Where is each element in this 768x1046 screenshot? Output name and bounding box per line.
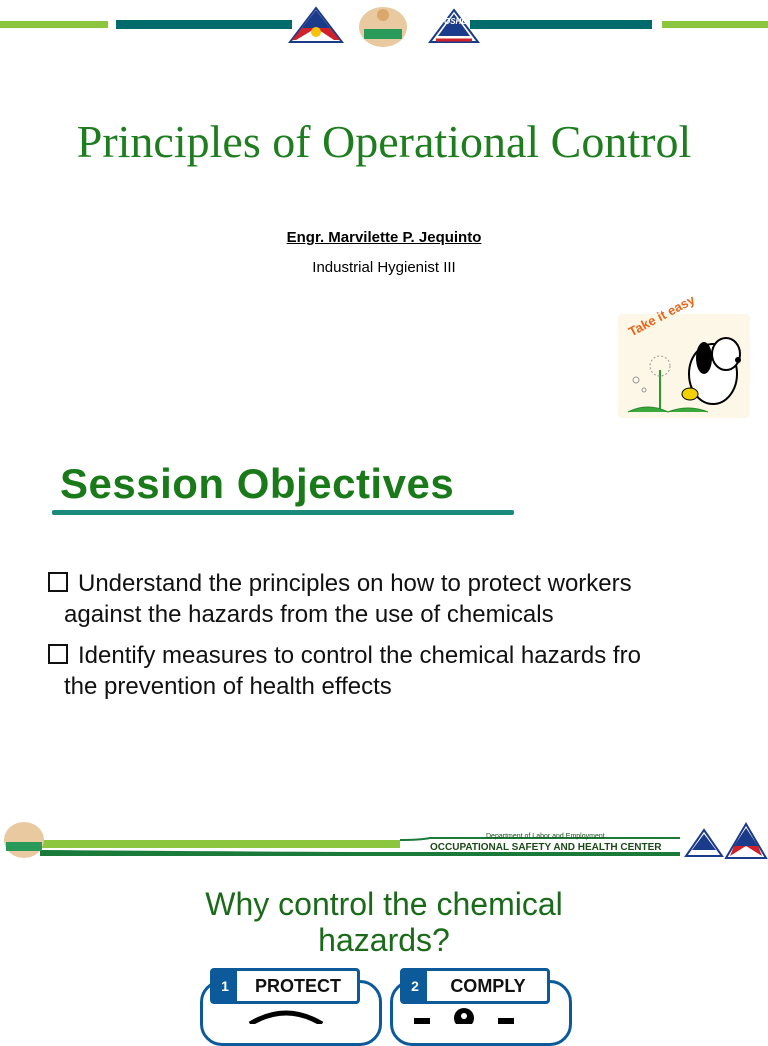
- slide-2-title: [0, 886, 768, 958]
- protect-pill: [210, 968, 360, 1004]
- checkbox-bullet-icon: [48, 572, 68, 592]
- oshc-logo-text: OSHC: [444, 17, 468, 26]
- objective-1-line1: Understand the principles on how to protect workers: [78, 570, 632, 597]
- compliance-icon: [414, 1004, 514, 1024]
- pill-label: COMPLY: [450, 976, 526, 996]
- center-name: OCCUPATIONAL SAFETY AND HEALTH CENTER: [430, 842, 662, 853]
- checkbox-bullet-icon: [48, 644, 68, 664]
- snoopy-illustration: [618, 291, 750, 418]
- comply-pill: [400, 968, 550, 1004]
- shield-icon: [246, 1008, 326, 1024]
- author-role: Industrial Hygienist III: [312, 259, 456, 276]
- slide-2-title-line2: hazards?: [318, 922, 450, 958]
- dole-triangle-logo: [288, 6, 344, 44]
- pill-number: 2: [403, 971, 427, 1001]
- objective-item-1: [48, 568, 768, 630]
- top-bar-left-green: [0, 21, 108, 28]
- pill-number: 1: [213, 971, 237, 1001]
- oshc-logo: [428, 8, 480, 44]
- slide-2-title-line1: Why control the chemical: [205, 886, 563, 922]
- top-bar-left-teal: [116, 20, 292, 29]
- handshake-logo: [356, 3, 410, 49]
- session-objectives-heading: Session Objectives: [60, 460, 455, 507]
- objective-2-line2: the prevention of health effects: [64, 673, 392, 700]
- objective-item-2: [48, 640, 768, 702]
- page-title: Principles of Operational Control: [76, 116, 692, 167]
- snoopy-caption: Take it easy: [626, 291, 698, 340]
- objective-2-line1: Identify measures to control the chemical hazards fro: [78, 642, 641, 669]
- author-name: Engr. Marvilette P. Jequinto: [286, 229, 482, 246]
- department-name: Department of Labor and Employment: [486, 833, 605, 840]
- objective-1-line2: against the hazards from the use of chemicals: [64, 601, 554, 628]
- footer-banner: [0, 818, 768, 864]
- pill-label: PROTECT: [254, 976, 341, 996]
- heading-underline: [52, 510, 514, 515]
- top-bar-right-green: [662, 21, 768, 28]
- top-bar-right-teal: [470, 20, 652, 29]
